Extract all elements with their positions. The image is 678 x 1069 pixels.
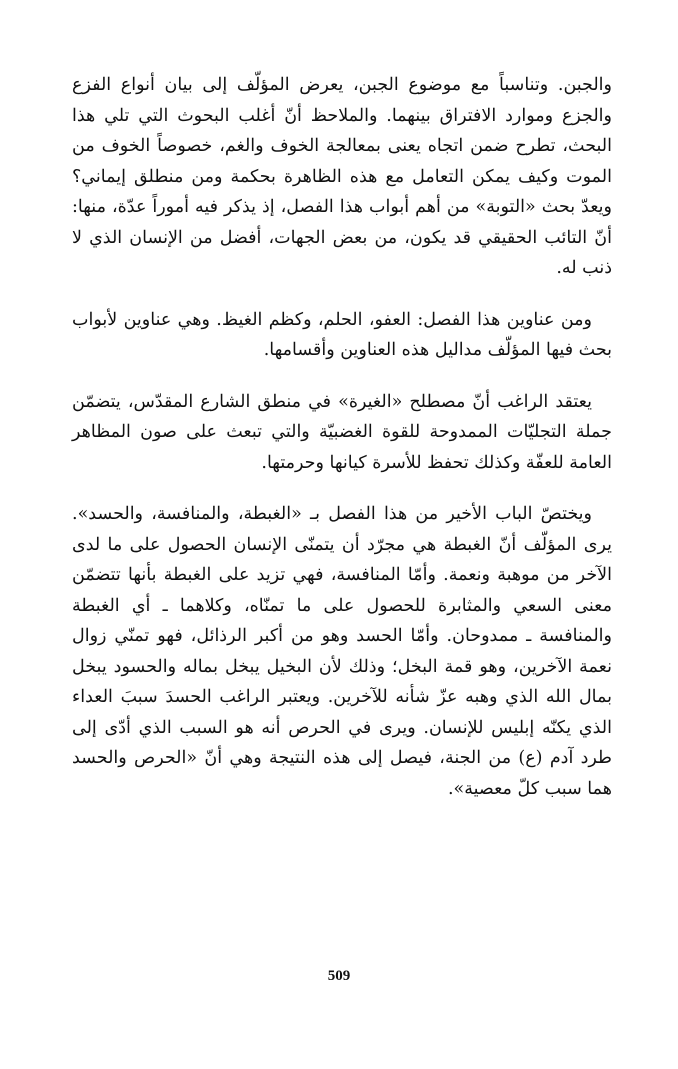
paragraph-1: والجبن. وتناسباً مع موضوع الجبن، يعرض المؤلّف إلى بيان أنواع الفزع والجزع وموارد الافتراق بينهما. والملاحظ أنّ أغلب البحوث التي تلي هذا البحث، تطرح ضمن اتجاه يعنى بمعالجة الخوف والغم، خصوصاً الخوف من الموت وكيف يمكن التعامل مع هذه الظاهرة بحكمة ومن منطلق إيماني؟ ويعدّ بحث «التوبة» من أهم أبواب هذا الفصل، إذ يذكر فيه أموراً عدّة، منها: أنّ التائب الحقيقي قد يكون، من بعض الجهات، أفضل من الإنسان الذي لا ذنب له. — [72, 75, 612, 278]
page-number: 509 — [327, 968, 351, 984]
paragraph-2: ومن عناوين هذا الفصل: العفو، الحلم، وكظم الغيظ. وهي عناوين لأبواب بحث فيها المؤلّف مداليل هذه العناوين وأقسامها. — [72, 309, 612, 360]
paragraph-4: ويختصّ الباب الأخير من هذا الفصل بـ «الغبطة، والمنافسة، والحسد». يرى المؤلّف أنّ الغبطة هي مجرّد أن يتمنّى الإنسان الحصول على ما لدى الآخر من موهبة ونعمة. وأمّا المنافسة، فهي تزيد على الغبطة بأنها تتضمّن معنى السعي والمثابرة للحصول على ما تمنّاه، وكلاهما ـ أي الغبطة والمنافسة ـ ممدوحان. وأمّا الحسد وهو من أكبر الرذائل، فهو تمنّي زوال نعمة الآخرين، وهو قمة البخل؛ وذلك لأن البخيل يبخل بماله والحسود يبخل بمال الله الذي وهبه عزّ شأنه للآخرين. ويعتبر الراغب الحسدَ سببَ العداء الذي يكنّه إبليس للإنسان. ويرى في الحرص أنه هو السبب الذي أدّى إلى طرد آدم (ع) من الجنة، فيصل إلى هذه النتيجة وهي أنّ «الحرص والحسد هما سبب كلّ معصية». — [72, 504, 612, 799]
page-body — [72, 70, 612, 804]
paragraph-3: يعتقد الراغب أنّ مصطلح «الغيرة» في منطق الشارع المقدّس، يتضمّن جملة التجليّات الممدوحة للقوة الغضبيّة والتي تبعث على صون المظاهر العامة للعفّة وكذلك تحفظ للأسرة كيانها وحرمتها. — [72, 391, 612, 473]
